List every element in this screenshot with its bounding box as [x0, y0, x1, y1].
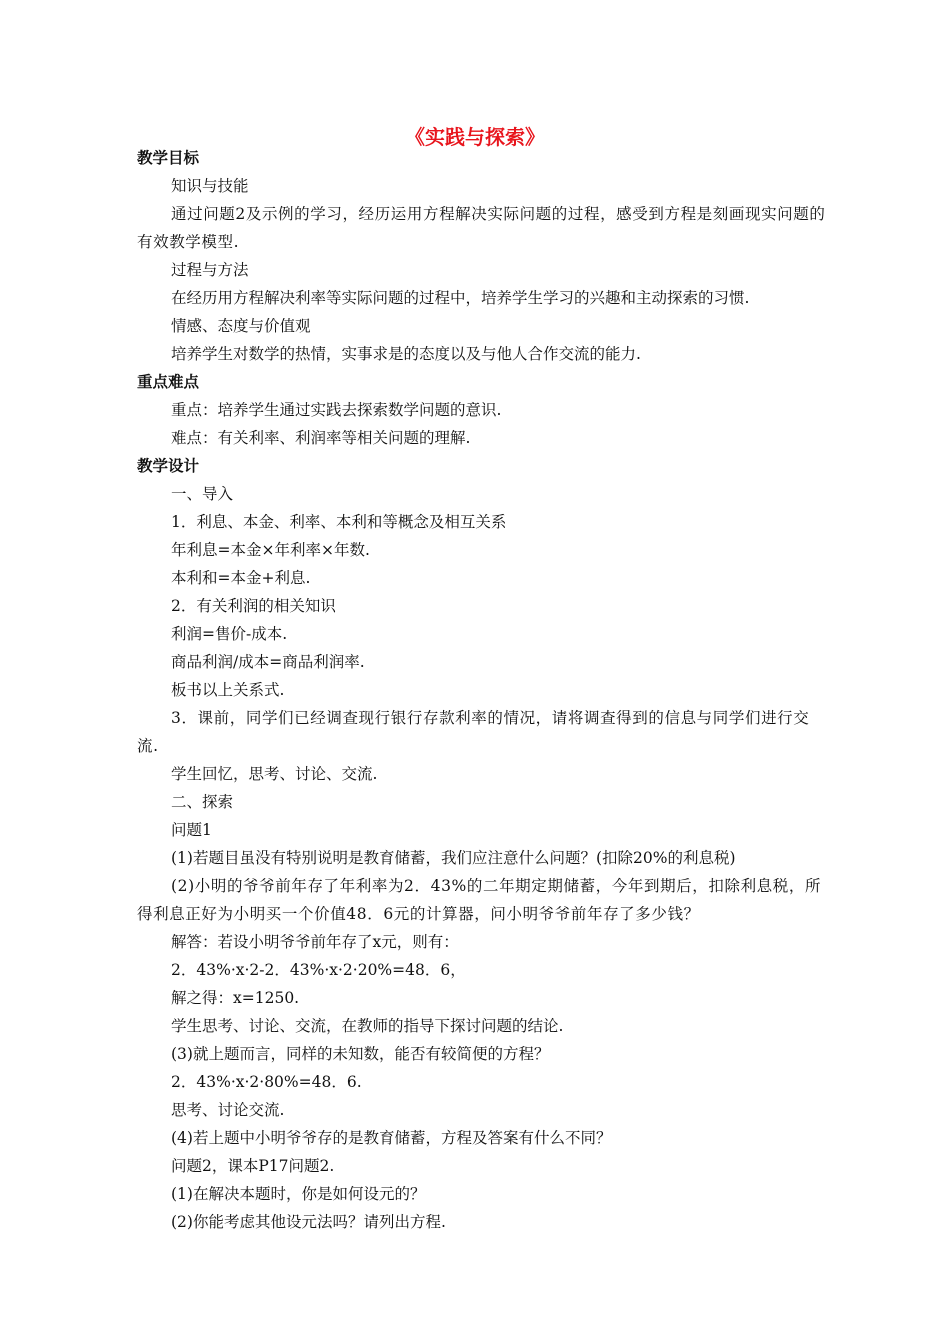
paragraph: 3．课前，同学们已经调查现行银行存款利率的情况，请将调查得到的信息与同学们进行交流. — [137, 709, 810, 755]
paragraph: 问题1 — [171, 821, 212, 839]
paragraph: 培养学生对数学的热情，实事求是的态度以及与他人合作交流的能力. — [171, 345, 641, 363]
paragraph: 学生思考、讨论、交流，在教师的指导下探讨问题的结论. — [171, 1017, 564, 1035]
paragraph: 1．利息、本金、利率、本利和等概念及相互关系 — [171, 513, 507, 531]
paragraph: 年利息=本金×年利率×年数. — [171, 541, 370, 559]
document-body — [137, 144, 827, 1236]
paragraph: 通过问题2及示例的学习，经历运用方程解决实际问题的过程，感受到方程是刻画现实问题的有效教学模型. — [137, 205, 826, 251]
paragraph: 过程与方法 — [171, 261, 249, 279]
paragraph: 解之得：x=1250. — [171, 989, 300, 1007]
paragraph: 一、导入 — [171, 485, 234, 503]
section-heading: 教学目标 — [137, 149, 200, 167]
paragraph: (2)你能考虑其他设元法吗？请列出方程. — [171, 1213, 446, 1231]
paragraph: 在经历用方程解决利率等实际问题的过程中，培养学生学习的兴趣和主动探索的习惯. — [171, 289, 750, 307]
paragraph: 难点：有关利率、利润率等相关问题的理解. — [171, 429, 471, 447]
paragraph: (4)若上题中小明爷爷存的是教育储蓄，方程及答案有什么不同？ — [171, 1129, 612, 1147]
paragraph: 重点：培养学生通过实践去探索数学问题的意识. — [171, 401, 502, 419]
paragraph: 知识与技能 — [171, 177, 249, 195]
document-title: 《实践与探索》 — [405, 125, 545, 149]
paragraph: 2．43%·x·2·80%=48．6. — [171, 1073, 362, 1091]
section-heading: 教学设计 — [137, 457, 200, 475]
paragraph: 思考、讨论交流. — [171, 1101, 285, 1119]
paragraph: (2)小明的爷爷前年存了年利率为2．43%的二年期定期储蓄，今年到期后，扣除利息税，所得利息正好为小明买一个价值48．6元的计算器，问小明爷爷前年存了多少钱？ — [137, 877, 822, 923]
section-heading: 重点难点 — [137, 373, 200, 391]
paragraph: 解答：若设小明爷爷前年存了x元，则有： — [171, 933, 459, 951]
paragraph: 情感、态度与价值观 — [171, 317, 311, 335]
paragraph: 2．有关利润的相关知识 — [171, 597, 336, 615]
paragraph: 本利和=本金+利息. — [171, 569, 311, 587]
paragraph: 利润=售价-成本. — [171, 625, 288, 643]
paragraph: 商品利润/成本=商品利润率. — [171, 653, 365, 671]
paragraph: (1)若题目虽没有特别说明是教育储蓄，我们应注意什么问题？(扣除20%的利息税) — [171, 849, 736, 867]
paragraph: 板书以上关系式. — [171, 681, 285, 699]
paragraph: 问题2，课本P17问题2. — [171, 1157, 335, 1175]
paragraph: 2．43%·x·2-2．43%·x·2·20%=48．6， — [171, 961, 466, 979]
paragraph: 二、探索 — [171, 793, 234, 811]
paragraph: 学生回忆，思考、讨论、交流. — [171, 765, 378, 783]
paragraph: (1)在解决本题时，你是如何设元的？ — [171, 1185, 426, 1203]
paragraph: (3)就上题而言，同样的未知数，能否有较简便的方程？ — [171, 1045, 550, 1063]
